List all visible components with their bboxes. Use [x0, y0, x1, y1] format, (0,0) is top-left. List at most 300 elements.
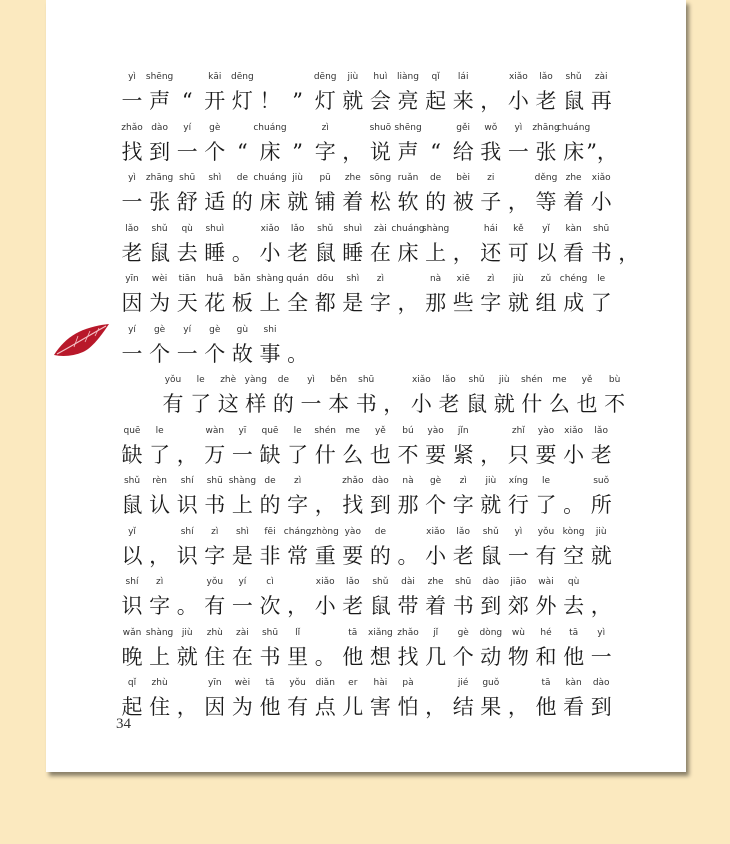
pinyin: er [348, 678, 358, 688]
pinyin: zhe [344, 173, 361, 183]
pinyin: gè [457, 627, 469, 638]
hanzi: 么 [548, 392, 570, 416]
hanzi: 缺 [121, 442, 143, 467]
pinyin: bèi [456, 173, 471, 183]
character-cell [227, 72, 257, 126]
pinyin: zhòng [311, 526, 339, 537]
hanzi: 就 [176, 644, 198, 669]
hanzi: 一 [590, 644, 612, 669]
character-cell [448, 72, 478, 126]
hanzi: 字 [369, 291, 391, 315]
pinyin: xiē [456, 274, 470, 284]
character-cell [586, 426, 616, 480]
character-cell [614, 224, 644, 278]
pinyin: de [374, 526, 387, 537]
hanzi: 就 [342, 89, 364, 113]
pinyin: gè [429, 476, 442, 486]
pinyin: xiǎo [591, 173, 611, 183]
pinyin: shǔ [151, 223, 168, 234]
pinyin: shuì [205, 223, 225, 234]
hanzi: 里 [287, 644, 309, 669]
pinyin: zì [459, 476, 467, 486]
hanzi: 鼠 [563, 89, 585, 113]
hanzi: 了 [190, 392, 212, 416]
hanzi: 张 [535, 139, 557, 164]
hanzi: 个 [204, 341, 226, 366]
pinyin: dào [482, 577, 500, 587]
text-line [117, 425, 612, 480]
character-cell [283, 325, 313, 379]
hanzi: 就 [493, 392, 515, 416]
pinyin: me [552, 375, 567, 385]
pinyin: dào [151, 122, 168, 133]
hanzi: 个 [452, 644, 474, 669]
hanzi: 字 [480, 291, 502, 315]
pinyin: shí [180, 526, 194, 537]
pinyin: shū [179, 173, 196, 183]
character-cell [283, 628, 313, 682]
pinyin: quán [286, 274, 309, 284]
pinyin: zhù [151, 678, 168, 688]
hanzi: 找 [121, 139, 143, 164]
character-cell [559, 577, 589, 631]
hanzi: 想 [369, 644, 391, 669]
character-cell [255, 325, 285, 379]
hanzi: 一 [231, 594, 253, 618]
character-cell [393, 678, 423, 732]
text-line [117, 72, 612, 126]
hanzi: 个 [204, 139, 226, 164]
character-cell [365, 527, 395, 581]
hanzi: 那 [425, 291, 447, 315]
hanzi: ， [287, 594, 309, 618]
character-cell [145, 577, 175, 631]
hanzi: 板 [231, 291, 253, 315]
pinyin: pū [319, 173, 331, 183]
pinyin: de [264, 476, 276, 486]
hanzi: 到 [590, 695, 612, 719]
pinyin: zhǐ [511, 425, 525, 436]
pinyin: xiǎo [426, 526, 446, 537]
hanzi: 的 [231, 190, 253, 214]
hanzi: 非 [259, 543, 281, 568]
pinyin: zhǎo [342, 476, 364, 486]
pinyin: chuáng [391, 223, 425, 234]
hanzi: 张 [149, 190, 171, 214]
hanzi: 晚 [121, 644, 143, 669]
text-line [117, 325, 607, 379]
pinyin: lǎo [456, 526, 470, 537]
character-cell [145, 426, 175, 480]
pinyin: zì [376, 274, 384, 284]
pinyin: jiāo [510, 577, 527, 587]
hanzi: 上 [425, 240, 447, 265]
hanzi: 声 [149, 89, 171, 113]
pinyin: tā [348, 627, 358, 638]
hanzi: 到 [149, 139, 171, 164]
hanzi: 天 [176, 291, 198, 315]
pinyin: yào [427, 425, 444, 436]
hanzi: 小 [259, 240, 281, 265]
character-cell [600, 375, 630, 429]
character-cell [255, 577, 285, 631]
pinyin: gěi [456, 122, 471, 133]
pinyin: dài [401, 577, 415, 587]
hanzi: 也 [576, 392, 598, 416]
hanzi: ， [383, 392, 405, 416]
hanzi: 床 [259, 139, 281, 164]
text-line [117, 375, 626, 429]
hanzi: 缺 [259, 442, 281, 467]
pinyin: lǐ [295, 627, 301, 638]
hanzi: 可 [507, 240, 529, 265]
hanzi: 上 [259, 291, 281, 315]
pinyin: zì [155, 577, 164, 587]
hanzi: 动 [480, 644, 502, 669]
pinyin: dào [372, 476, 389, 486]
hanzi: 着 [425, 594, 447, 618]
hanzi: 找 [397, 644, 419, 669]
hanzi: ， [176, 442, 198, 467]
pinyin: zhǎo [397, 627, 419, 638]
hanzi: 不 [397, 442, 419, 467]
pinyin: jiù [513, 274, 524, 284]
pinyin: kàn [565, 678, 582, 688]
text-line [117, 223, 640, 278]
hanzi: 花 [204, 291, 226, 315]
character-cell [421, 224, 451, 278]
pinyin: huā [206, 274, 224, 284]
pinyin: quē [261, 425, 279, 436]
hanzi: 只 [507, 442, 529, 467]
hanzi: 我 [480, 139, 502, 164]
pinyin: zhāng [532, 122, 560, 133]
text-line [117, 678, 612, 732]
hanzi: 要 [535, 442, 557, 467]
hanzi: 给 [452, 139, 474, 164]
hanzi: 个 [425, 493, 447, 517]
character-cell [310, 123, 340, 177]
pinyin: tā [541, 678, 551, 688]
hanzi: 的 [425, 190, 447, 214]
pinyin: zhù [206, 627, 223, 638]
hanzi: 书 [355, 392, 377, 416]
pinyin: shū [358, 375, 375, 385]
pinyin: yí [183, 122, 192, 133]
pinyin: zì [293, 476, 302, 486]
pinyin: běn [330, 375, 348, 385]
pinyin: chéng [559, 274, 588, 284]
pinyin: gù [236, 324, 249, 335]
hanzi: 以 [535, 240, 557, 265]
hanzi: 床 [397, 240, 419, 265]
hanzi: ！ [259, 89, 281, 113]
character-cell [586, 72, 616, 126]
hanzi: 鼠 [480, 543, 502, 568]
pinyin: fēi [264, 526, 276, 537]
character-cell [586, 628, 616, 682]
character-cell [200, 123, 230, 177]
hanzi: 去 [563, 594, 585, 618]
pinyin: me [345, 425, 360, 436]
pinyin: děng [534, 173, 558, 183]
pinyin: chuáng [253, 122, 287, 133]
hanzi: 认 [149, 493, 171, 517]
hanzi: 结 [452, 695, 474, 719]
hanzi: 一 [231, 442, 253, 467]
character-cell [586, 173, 616, 227]
pinyin: yǒu [537, 526, 555, 537]
pinyin: shàng [421, 223, 450, 234]
hanzi: 灯 [314, 89, 336, 113]
pinyin: yì [128, 72, 136, 82]
pinyin: shū [455, 577, 472, 587]
hanzi: 也 [369, 442, 391, 467]
pinyin: shǔ [372, 577, 389, 587]
character-cell [586, 274, 616, 328]
hanzi: 亮 [397, 89, 419, 113]
pinyin: yào [344, 526, 361, 537]
hanzi: 儿 [342, 695, 364, 719]
character-cell [556, 122, 591, 177]
pinyin: zhe [565, 173, 582, 183]
hanzi: 就 [287, 190, 309, 214]
pinyin: yí [183, 324, 192, 335]
hanzi: 着 [563, 190, 585, 214]
page-number: 34 [116, 716, 131, 732]
hanzi: 开 [204, 89, 226, 113]
hanzi: 样 [245, 392, 267, 416]
pinyin: zi [487, 173, 495, 183]
hanzi: 就 [480, 493, 502, 517]
character-cell [586, 476, 616, 530]
hanzi: 什 [314, 442, 336, 467]
pinyin: shǔ [123, 476, 141, 486]
pinyin: gè [209, 324, 221, 335]
hanzi: 点 [314, 695, 336, 719]
character-cell [448, 426, 478, 480]
pinyin: yí [238, 577, 247, 587]
hanzi: 因 [121, 291, 143, 315]
hanzi: 以 [121, 543, 143, 568]
hanzi: 识 [176, 493, 198, 517]
hanzi: ， [149, 543, 171, 568]
character-cell [586, 577, 616, 631]
hanzi: 。 [287, 341, 309, 366]
text-line [117, 526, 612, 581]
hanzi: ， [342, 139, 364, 164]
hanzi: 灯 [231, 89, 253, 113]
pinyin: de [236, 173, 249, 183]
hanzi: 。 [176, 594, 198, 618]
pinyin: wǎn [122, 627, 142, 638]
pinyin: shi [263, 324, 277, 335]
pinyin: shì [346, 274, 360, 284]
pinyin: jiù [485, 476, 497, 486]
pinyin: le [155, 425, 164, 436]
character-cell [586, 527, 616, 581]
hanzi: 小 [314, 594, 336, 618]
text-line [117, 476, 612, 530]
pinyin: lǎo [125, 223, 139, 234]
hanzi: 了 [590, 291, 612, 315]
pinyin: le [196, 375, 205, 385]
pinyin: lǎo [346, 577, 360, 587]
pinyin: zhāng [145, 173, 174, 183]
hanzi: 空 [563, 543, 585, 568]
hanzi: 就 [507, 291, 529, 315]
hanzi: 。 [314, 644, 336, 669]
hanzi: 软 [397, 190, 419, 214]
pinyin: shū [593, 223, 610, 234]
hanzi: 紧 [452, 442, 474, 467]
pinyin: dào [592, 678, 610, 688]
pinyin: xíng [508, 476, 529, 486]
hanzi: 了 [535, 493, 557, 517]
pinyin: shí [180, 476, 194, 486]
pinyin: de [277, 375, 290, 385]
hanzi: 有 [535, 543, 557, 568]
pinyin: jiù [292, 173, 303, 183]
hanzi: 适 [204, 190, 226, 214]
pinyin: shū [206, 476, 223, 486]
pinyin: shēng [394, 122, 422, 133]
hanzi: 了 [287, 442, 309, 467]
pinyin: shū [261, 627, 279, 638]
pinyin: xiǎo [508, 72, 528, 82]
pinyin: zì [321, 122, 329, 133]
hanzi: 铺 [314, 190, 336, 214]
pinyin: shàng [228, 476, 257, 486]
pinyin: guǒ [482, 678, 500, 688]
pinyin: hé [540, 627, 552, 638]
hanzi: 鼠 [466, 392, 488, 416]
hanzi: 一 [121, 89, 143, 113]
hanzi: ”， [586, 139, 618, 164]
pinyin: jiù [347, 72, 359, 82]
pinyin: sōng [369, 173, 392, 183]
text-line [117, 627, 612, 682]
hanzi: 还 [480, 240, 502, 265]
character-cell [117, 527, 147, 581]
pinyin: shǔ [565, 72, 582, 82]
hanzi: 所 [590, 493, 612, 517]
pinyin: xiǎng [368, 627, 393, 638]
hanzi: 鼠 [149, 240, 171, 265]
hanzi: 。 [231, 240, 253, 265]
hanzi: 老 [342, 594, 364, 618]
hanzi: 有 [287, 695, 309, 719]
pinyin: hái [483, 223, 498, 234]
hanzi: 因 [204, 695, 226, 719]
pinyin: shén [520, 375, 543, 385]
hanzi: 什 [521, 392, 543, 416]
pinyin: bù [608, 375, 621, 385]
pinyin: wài [538, 577, 554, 587]
hanzi: 再 [590, 89, 612, 113]
pinyin: le [541, 476, 551, 486]
text-line [117, 173, 612, 227]
hanzi: 鼠 [369, 594, 391, 618]
character-cell [586, 224, 616, 278]
hanzi: 他 [342, 644, 364, 669]
character-cell [531, 476, 561, 530]
hanzi: 一 [176, 139, 198, 164]
pinyin: lǎo [290, 223, 305, 234]
hanzi: 全 [287, 291, 309, 315]
hanzi: 字 [287, 493, 309, 517]
pinyin: xiǎo [315, 577, 335, 587]
hanzi: 常 [287, 543, 309, 568]
pinyin: le [293, 425, 302, 436]
pinyin: yàng [244, 375, 267, 385]
hanzi: 果 [480, 695, 502, 719]
pinyin: dēng [313, 72, 337, 82]
red-leaf-icon [52, 322, 110, 358]
pinyin: yào [537, 425, 555, 436]
pinyin: zì [211, 526, 219, 537]
pinyin: kòng [562, 526, 585, 537]
hanzi: 被 [452, 190, 474, 214]
hanzi: 住 [149, 695, 171, 719]
hanzi: 书 [204, 493, 226, 517]
hanzi: ， [618, 240, 640, 265]
hanzi: 字 [204, 543, 226, 568]
pinyin: kāi [208, 72, 222, 82]
character-cell [145, 72, 175, 126]
hanzi: 一 [507, 543, 529, 568]
pinyin: tiān [178, 274, 196, 284]
pinyin: yǐ [128, 526, 136, 537]
pinyin: jié [457, 678, 469, 688]
text-line [117, 274, 612, 328]
hanzi: 个 [149, 341, 171, 366]
pinyin: kě [513, 223, 524, 234]
hanzi: ， [452, 240, 474, 265]
hanzi: 住 [204, 644, 226, 669]
hanzi: ， [480, 89, 502, 113]
pinyin: quē [123, 425, 141, 436]
hanzi: 会 [369, 89, 391, 113]
hanzi: 小 [425, 543, 447, 568]
hanzi: 起 [425, 89, 447, 113]
hanzi: ” [292, 139, 303, 164]
hanzi: 本 [328, 392, 350, 416]
hanzi: 睡 [342, 240, 364, 265]
hanzi: 那 [397, 493, 419, 517]
hanzi: 么 [342, 442, 364, 467]
hanzi: 物 [507, 644, 529, 669]
hanzi: 老 [452, 543, 474, 568]
pinyin: dōu [316, 274, 334, 284]
hanzi: 外 [535, 594, 557, 618]
pinyin: jiù [181, 627, 193, 638]
hanzi: 怕 [397, 695, 419, 719]
pinyin: zǔ [540, 274, 552, 284]
hanzi: 到 [480, 594, 502, 618]
pinyin: yī [238, 425, 247, 436]
pinyin: shì [208, 173, 222, 183]
hanzi: 老 [590, 442, 612, 467]
hanzi: 松 [369, 190, 391, 214]
hanzi: 的 [259, 493, 281, 517]
character-cell [200, 224, 230, 278]
pinyin: lái [457, 72, 469, 82]
hanzi: 。 [563, 493, 585, 517]
hanzi: 了 [149, 442, 171, 467]
hanzi: 找 [342, 493, 364, 517]
hanzi: “ [181, 89, 193, 113]
